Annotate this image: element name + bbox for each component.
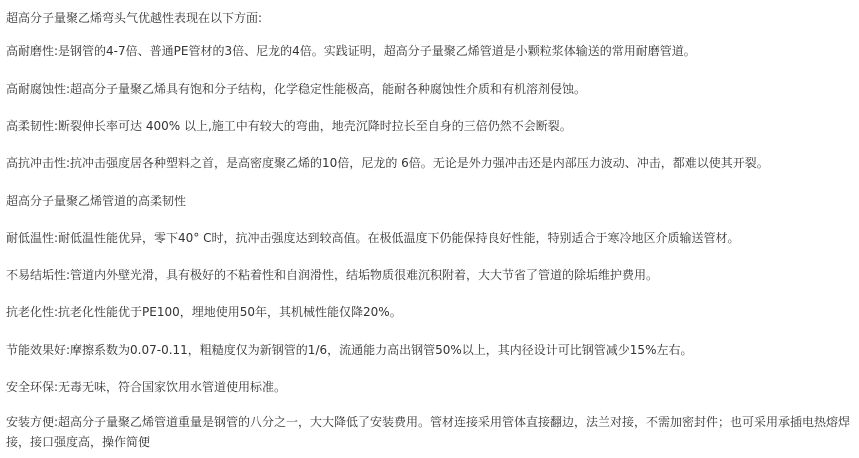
section-heading-flexibility: 超高分子量聚乙烯管道的高柔韧性 xyxy=(6,194,187,208)
paragraph-anti-aging: 抗老化性:抗老化性能优于PE100，埋地使用50年，其机械性能仅降20%。 xyxy=(6,305,402,319)
paragraph-anti-scaling: 不易结垢性:管道内外壁光滑，具有极好的不粘着性和自润滑性，结垢物质很难沉积附着，大大节省了管道的除垢维护费用。 xyxy=(6,268,659,282)
paragraph-installation: 安装方便:超高分子量聚乙烯管道重量是钢管的八分之一，大大降低了安装费用。管材连接采用管体直接翻边，法兰对接，不需加密封件；也可采用承插电热熔焊接，接口强度高，操作简便 xyxy=(6,415,851,449)
intro-heading: 超高分子量聚乙烯弯头气优越性表现在以下方面: xyxy=(6,11,263,25)
paragraph-safety: 安全环保:无毒无味，符合国家饮用水管道使用标准。 xyxy=(6,380,287,394)
paragraph-impact-resistance: 高抗冲击性:抗冲击强度居各种塑料之首，是高密度聚乙烯的10倍，尼龙的 6倍。无论是外力强冲击还是内部压力波动、冲击，都难以使其开裂。 xyxy=(6,156,769,170)
paragraph-wear-resistance: 高耐磨性:是钢管的4-7倍、普通PE管材的3倍、尼龙的4倍。实践证明，超高分子量聚乙烯管道是小颗粒浆体输送的常用耐磨管道。 xyxy=(6,44,696,58)
paragraph-corrosion-resistance: 高耐腐蚀性:超高分子量聚乙烯具有饱和分子结构，化学稳定性能极高，能耐各种腐蚀性介质和有机溶剂侵蚀。 xyxy=(6,82,587,96)
paragraph-flexibility: 高柔韧性:断裂伸长率可达 400% 以上,施工中有较大的弯曲，地壳沉降时拉长至自身的三倍仍然不会断裂。 xyxy=(6,119,572,133)
paragraph-energy-saving: 节能效果好:摩擦系数为0.07-0.11，粗糙度仅为新钢管的1/6，流通能力高出钢管50%以上，其内径设计可比钢管减少15%左右。 xyxy=(6,343,693,357)
paragraph-low-temperature: 耐低温性:耐低温性能优异，零下40° C时，抗冲击强度达到较高值。在极低温度下仍能保持良好性能，特别适合于寒冷地区介质输送管材。 xyxy=(6,231,740,245)
